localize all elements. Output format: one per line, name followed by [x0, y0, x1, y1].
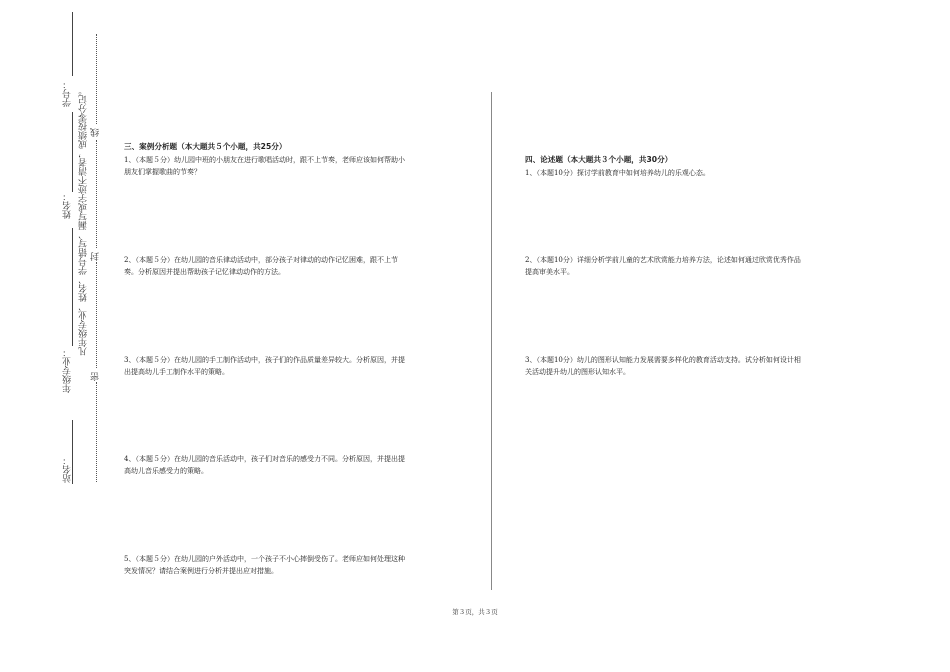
grade-major-blank [72, 228, 73, 346]
left-column [124, 141, 469, 153]
question-line: 3、（本题10分）幼儿的图形认知能力发展需要多样化的教育活动支持。试分析如何设计相 [525, 356, 801, 364]
seal-line-top [96, 34, 97, 124]
page-number: 第３页，共３页 [452, 608, 498, 616]
right-column [525, 154, 870, 166]
binding-notice: 凡年级专业、姓名、学号错写、漏写或字迹不清者，成绩按零分记。 [79, 86, 89, 356]
grade-major-label: 年级专业： [63, 348, 73, 393]
question-line: 突发情况？请结合案例进行分析并提出应对措施。 [124, 567, 278, 575]
right-question-1 [525, 167, 865, 179]
exam-site-label: 站名： [63, 456, 73, 483]
left-section-title: 三、案例分析题（本大题共５个小题，共25分） [124, 142, 287, 151]
question-line: 1、（本题10分）探讨学前教育中如何培养幼儿的乐观心态。 [525, 169, 710, 177]
question-line: 1、（本题５分）幼儿园中班的小朋友在进行歌唱活动时，跟不上节奏，老师应该如何帮助小 [124, 156, 405, 164]
question-line: 关活动提升幼儿的图形认知水平。 [525, 368, 630, 376]
question-line: 提高审美水平。 [525, 268, 574, 276]
student-id-label: 学号： [63, 80, 73, 107]
left-question-2 [124, 254, 464, 278]
question-line: 出提高幼儿手工制作水平的策略。 [124, 368, 229, 376]
question-line: 高幼儿音乐感受力的策略。 [124, 467, 208, 475]
student-id-blank [72, 12, 73, 76]
right-question-3 [525, 354, 865, 378]
question-line: 奏。分析原因并提出帮助孩子记忆律动动作的方法。 [124, 268, 285, 276]
left-question-5 [124, 553, 464, 577]
right-question-2 [525, 254, 865, 278]
question-line: 朋友们掌握歌曲的节奏？ [124, 168, 201, 176]
seal-mi: 密 [91, 372, 101, 381]
left-question-1 [124, 154, 464, 178]
seal-xian: 线 [91, 128, 101, 137]
name-blank [72, 112, 73, 192]
question-line: 2、（本题10分）详细分析学前儿童的艺术欣赏能力培养方法，论述如何通过欣赏优秀作品 [525, 256, 801, 264]
question-line: 4、（本题５分）在幼儿园的音乐活动中，孩子们对音乐的感受力不同。分析原因，并提出提 [124, 455, 405, 463]
left-question-3 [124, 354, 464, 378]
question-line: 5、（本题５分）在幼儿园的户外活动中，一个孩子不小心摔倒受伤了。老师应如何处理这种 [124, 555, 405, 563]
column-divider [491, 92, 492, 590]
seal-line-upper [96, 140, 97, 248]
question-line: 3、（本题５分）在幼儿园的手工制作活动中，孩子们的作品质量差异较大。分析原因，并提 [124, 356, 405, 364]
question-line: 2、（本题５分）在幼儿园的音乐律动活动中，部分孩子对律动的动作记忆困难，跟不上节 [124, 256, 398, 264]
right-section-title: 四、论述题（本大题共３个小题，共30分） [525, 155, 673, 164]
name-label: 姓名： [63, 192, 73, 219]
seal-line-middle [96, 262, 97, 368]
seal-feng: 封 [91, 252, 101, 261]
left-question-4 [124, 453, 464, 477]
seal-line-bottom [96, 382, 97, 482]
